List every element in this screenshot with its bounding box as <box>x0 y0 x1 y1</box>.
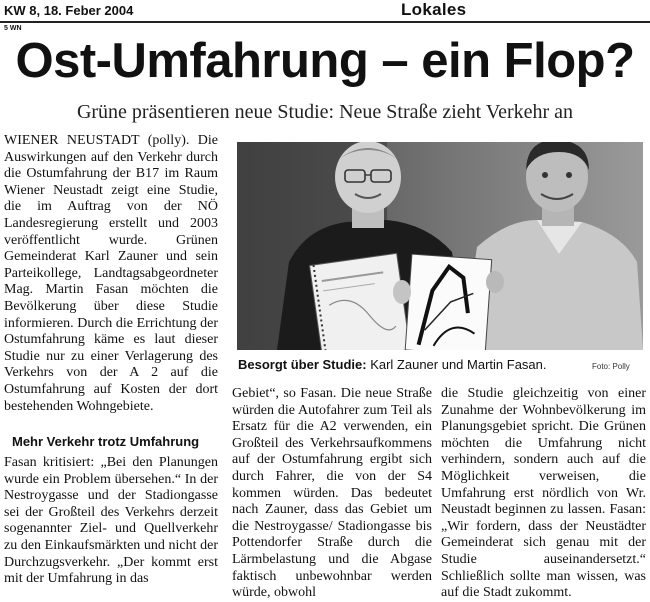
caption-lead: Besorgt über Studie: <box>238 357 367 372</box>
page-code: 5 WN <box>4 25 22 32</box>
issue-date: KW 8, 18. Feber 2004 <box>4 3 134 18</box>
caption-text: Karl Zauner und Martin Fasan. <box>366 357 547 372</box>
subheadline: Grüne präsentieren neue Studie: Neue Straße zieht Verkehr an <box>76 101 574 123</box>
article-photo <box>237 142 643 350</box>
photo-credit: Foto: Polly <box>592 362 630 371</box>
column-paragraph: die Studie gleichzeitig von einer Zunahme der Wohnbevölkerung im Planungsgebiet spricht. Die Grünen möchten die Umfahrung nicht verhindern, sondern auch auf die Möglichkeit verweisen, die Umfahrung erst nördlich von Wr. Neustadt beginnen zu lassen. Fasan: „Wir fordern, dass der Neustädter Gemeinderat sich genau mit der Studie auseinandersetzt.“ Schließlich sollte man wissen, was auf die Stadt zukommt. <box>441 386 646 601</box>
article-intro <box>4 133 218 415</box>
header-rule <box>0 21 650 23</box>
column-paragraph: Fasan kritisiert: „Bei den Planungen wurde ein Problem übersehen.“ In der Nestroygasse und der Stadiongasse sei der Großteil des Verkehrs derzeit sogenannter Ziel- und Quellverkehr zu den Einkaufsmärkten und nicht der Durchzugsverkehr. „Der kommt erst mit der Umfahrung in das <box>4 455 218 587</box>
intro-paragraph: WIENER NEUSTADT (polly). Die Auswirkungen auf den Verkehr durch die Ostumfahrung der B17 im Raum Wiener Neustadt zeigt eine Studie, die im Auftrag von der NÖ Landesregierung erstellt und 2003 veröffentlicht wurde. Grünen Gemeinderat Karl Zauner und sein Parteikollege, Landtagsabgeordneter Mag. Martin Fasan möchten die Bevölkerung über diese Studie informieren. Durch die Errichtung der Ostumfahrung käme es laut dieser Studie nur zu einer Verlagerung des Verkehrs von der A 2 auf die Ostumfahrung auf Kosten der dort bestehenden Wohngebiete. <box>4 133 218 414</box>
article-column-left <box>4 455 218 588</box>
photo-illustration <box>237 142 643 350</box>
article-column-middle <box>232 386 432 602</box>
column-paragraph: Gebiet“, so Fasan. Die neue Straße würden die Autofahrer zum Teil als Ersatz für die A2 verwenden, ein Großteil des Verkehrsaufkommens auf der Ostumfahrung ergibt sich durch Fahrer, die von der S4 kommen würden. Das bedeutet nach Zauner, dass das Gebiet um die Nestroygasse/ Stadiongasse bis Pottendorfer Straße durch die Lärmbelastung und die Abgase faktisch unbewohnbar werden würde, obwohl <box>232 386 432 601</box>
section-title: Lokales <box>401 0 467 19</box>
section-subhead: Mehr Verkehr trotz Umfahrung <box>12 434 200 449</box>
headline: Ost-Umfahrung – ein Flop? <box>15 34 635 88</box>
photo-caption <box>238 357 547 372</box>
article-column-right <box>441 386 646 602</box>
